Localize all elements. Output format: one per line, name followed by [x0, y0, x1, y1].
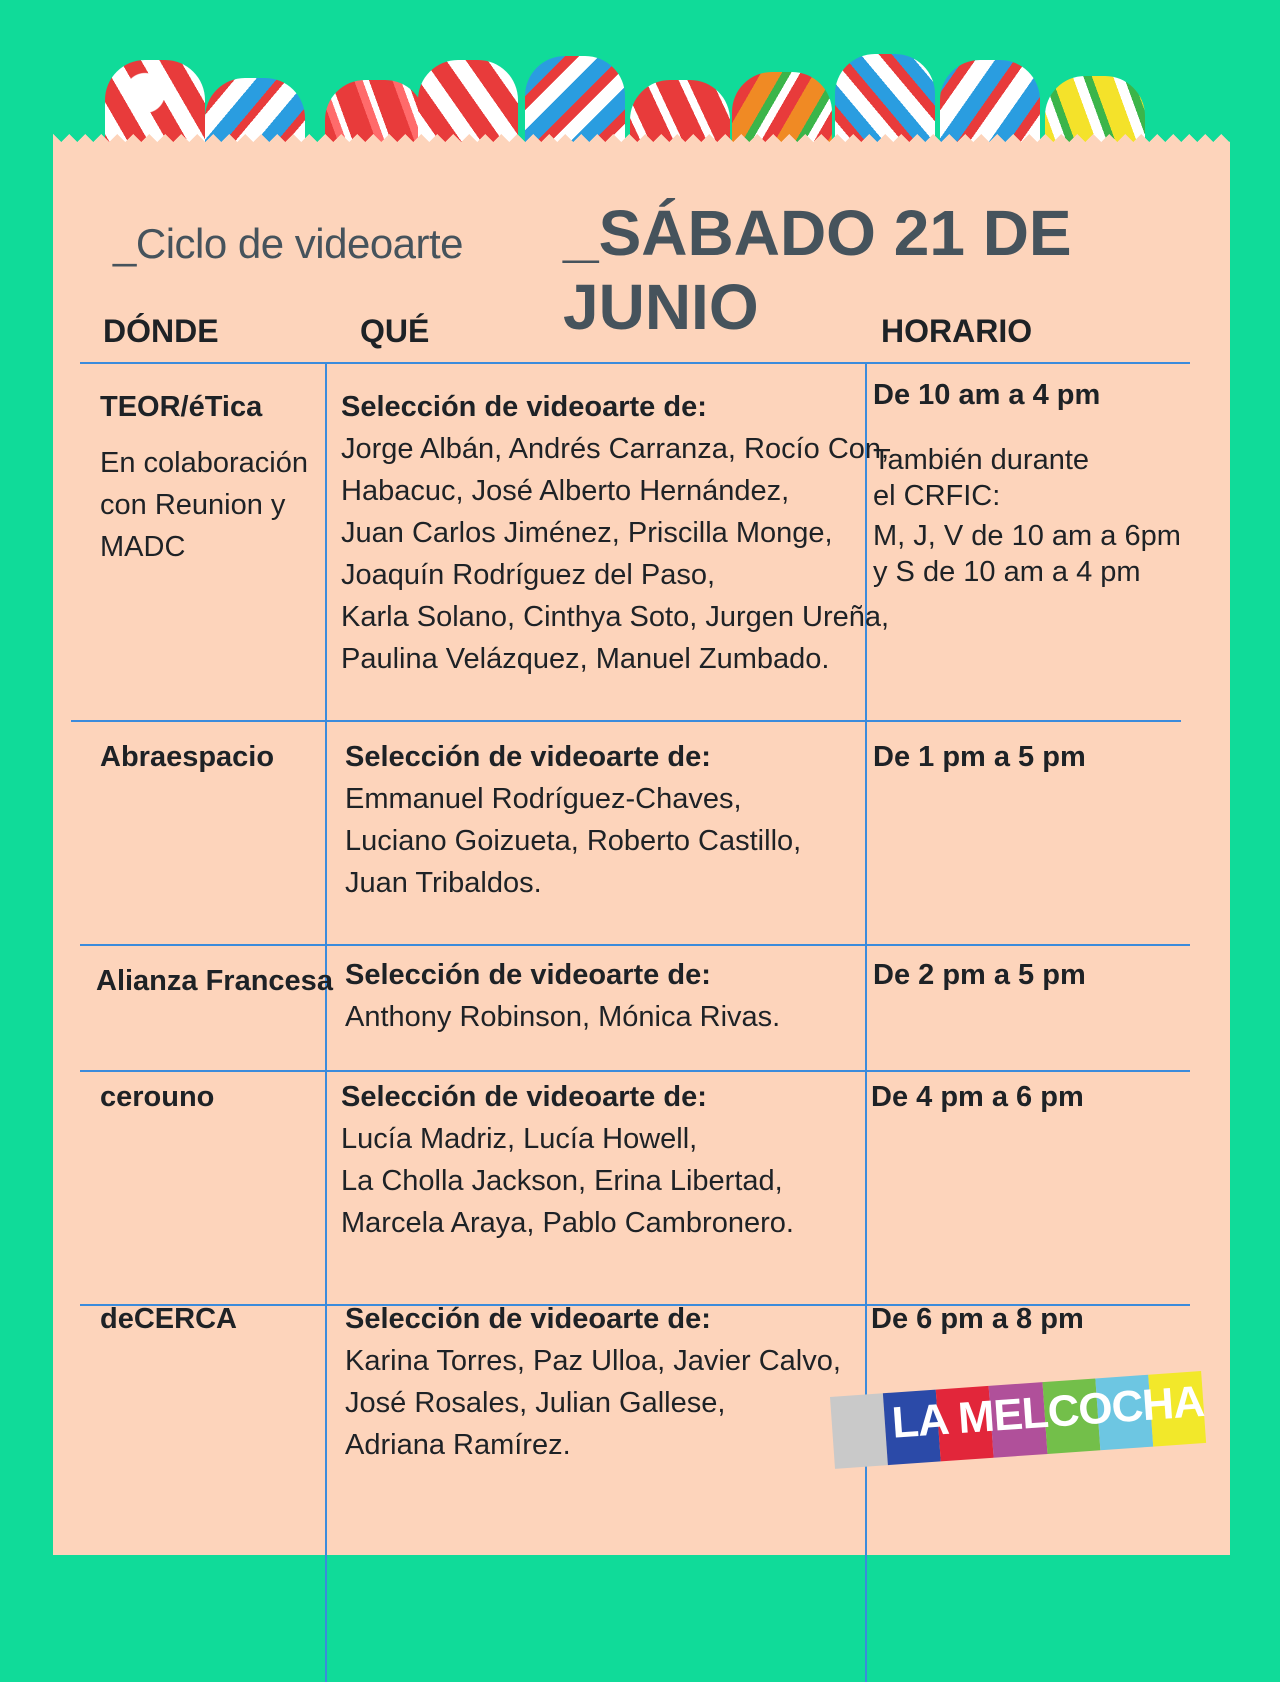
- venue-name: deCERCA: [100, 1303, 237, 1335]
- artist-line: Adriana Ramírez.: [345, 1429, 571, 1461]
- artist-line: Joaquín Rodríguez del Paso,: [341, 559, 716, 591]
- table-rule: [80, 1070, 1190, 1072]
- schedule-cell: [873, 954, 1086, 996]
- table-row: [96, 960, 333, 1002]
- logo-stripe: [830, 1393, 888, 1469]
- column-rule: [325, 362, 327, 1682]
- artist-list: [345, 954, 780, 1038]
- table-row: [100, 1298, 237, 1340]
- artist-line: Emmanuel Rodríguez-Chaves,: [345, 783, 742, 815]
- time-range: De 4 pm a 6 pm: [871, 1081, 1084, 1113]
- schedule-extra-line: M, J, V de 10 am a 6pm: [873, 520, 1181, 552]
- schedule-note-line: También durante: [873, 444, 1090, 476]
- venue-name: TEOR/éTica: [100, 391, 263, 423]
- table-rule: [80, 362, 1190, 364]
- schedule-card: [53, 148, 1230, 1555]
- selection-label: Selección de videoarte de:: [345, 1303, 711, 1335]
- event-date-title: _SÁBADO 21 DE JUNIO: [563, 197, 1072, 343]
- column-header-where: DÓNDE: [103, 313, 219, 349]
- schedule-cell: [871, 1298, 1084, 1340]
- schedule-extra: [873, 518, 1181, 590]
- table-row: [100, 736, 274, 778]
- artist-line: Jorge Albán, Andrés Carranza, Rocío Con,: [341, 433, 890, 465]
- logo-text: LA MELCOCHA: [890, 1377, 1206, 1448]
- artist-line: José Rosales, Julian Gallese,: [345, 1387, 726, 1419]
- selection-label: Selección de videoarte de:: [341, 1081, 707, 1113]
- column-header-schedule: HORARIO: [881, 313, 1033, 349]
- artist-list: [345, 736, 801, 904]
- artist-list: [341, 1076, 794, 1244]
- column-header-what: QUÉ: [360, 313, 430, 349]
- time-range: De 10 am a 4 pm: [873, 379, 1101, 411]
- table-rule: [71, 720, 1181, 722]
- venue-name: Alianza Francesa: [96, 965, 333, 997]
- artist-line: Habacuc, José Alberto Hernández,: [341, 475, 790, 507]
- cycle-subtitle: _Ciclo de videoarte: [113, 220, 464, 267]
- artist-line: Karla Solano, Cinthya Soto, Jurgen Ureña,: [341, 601, 890, 633]
- venue-name: Abraespacio: [100, 741, 275, 773]
- artist-line: Lucía Madriz, Lucía Howell,: [341, 1123, 698, 1155]
- artist-line: Karina Torres, Paz Ulloa, Javier Calvo,: [345, 1345, 841, 1377]
- schedule-cell: [873, 374, 1181, 590]
- artist-line: Juan Tribaldos.: [345, 867, 542, 899]
- time-range: De 6 pm a 8 pm: [871, 1303, 1084, 1335]
- artist-line: Paulina Velázquez, Manuel Zumbado.: [341, 643, 830, 675]
- selection-label: Selección de videoarte de:: [345, 959, 711, 991]
- artist-list: [345, 1298, 841, 1466]
- table-row: [100, 1076, 214, 1118]
- schedule-cell: [871, 1076, 1084, 1118]
- table-rule: [80, 944, 1190, 946]
- artist-line: La Cholla Jackson, Erina Libertad,: [341, 1165, 783, 1197]
- selection-label: Selección de videoarte de:: [345, 741, 711, 773]
- time-range: De 1 pm a 5 pm: [873, 741, 1086, 773]
- la-melcocha-logo: [830, 1371, 1206, 1469]
- artist-line: Juan Carlos Jiménez, Priscilla Monge,: [341, 517, 833, 549]
- venue-collaboration: En colaboración con Reunion y MADC: [100, 447, 308, 563]
- schedule-extra-line: y S de 10 am a 4 pm: [873, 556, 1141, 588]
- venue-name: cerouno: [100, 1081, 215, 1113]
- schedule-note: [873, 442, 1181, 514]
- artist-line: Marcela Araya, Pablo Cambronero.: [341, 1207, 794, 1239]
- serrated-edge: [53, 134, 1230, 149]
- artist-line: Luciano Goizueta, Roberto Castillo,: [345, 825, 802, 857]
- schedule-cell: [873, 736, 1086, 778]
- artist-list: [341, 386, 889, 680]
- selection-label: Selección de videoarte de:: [341, 391, 707, 423]
- time-range: De 2 pm a 5 pm: [873, 959, 1086, 991]
- schedule-note-line: el CRFIC:: [873, 480, 1001, 512]
- table-row: [100, 386, 310, 568]
- artist-line: Anthony Robinson, Mónica Rivas.: [345, 1001, 781, 1033]
